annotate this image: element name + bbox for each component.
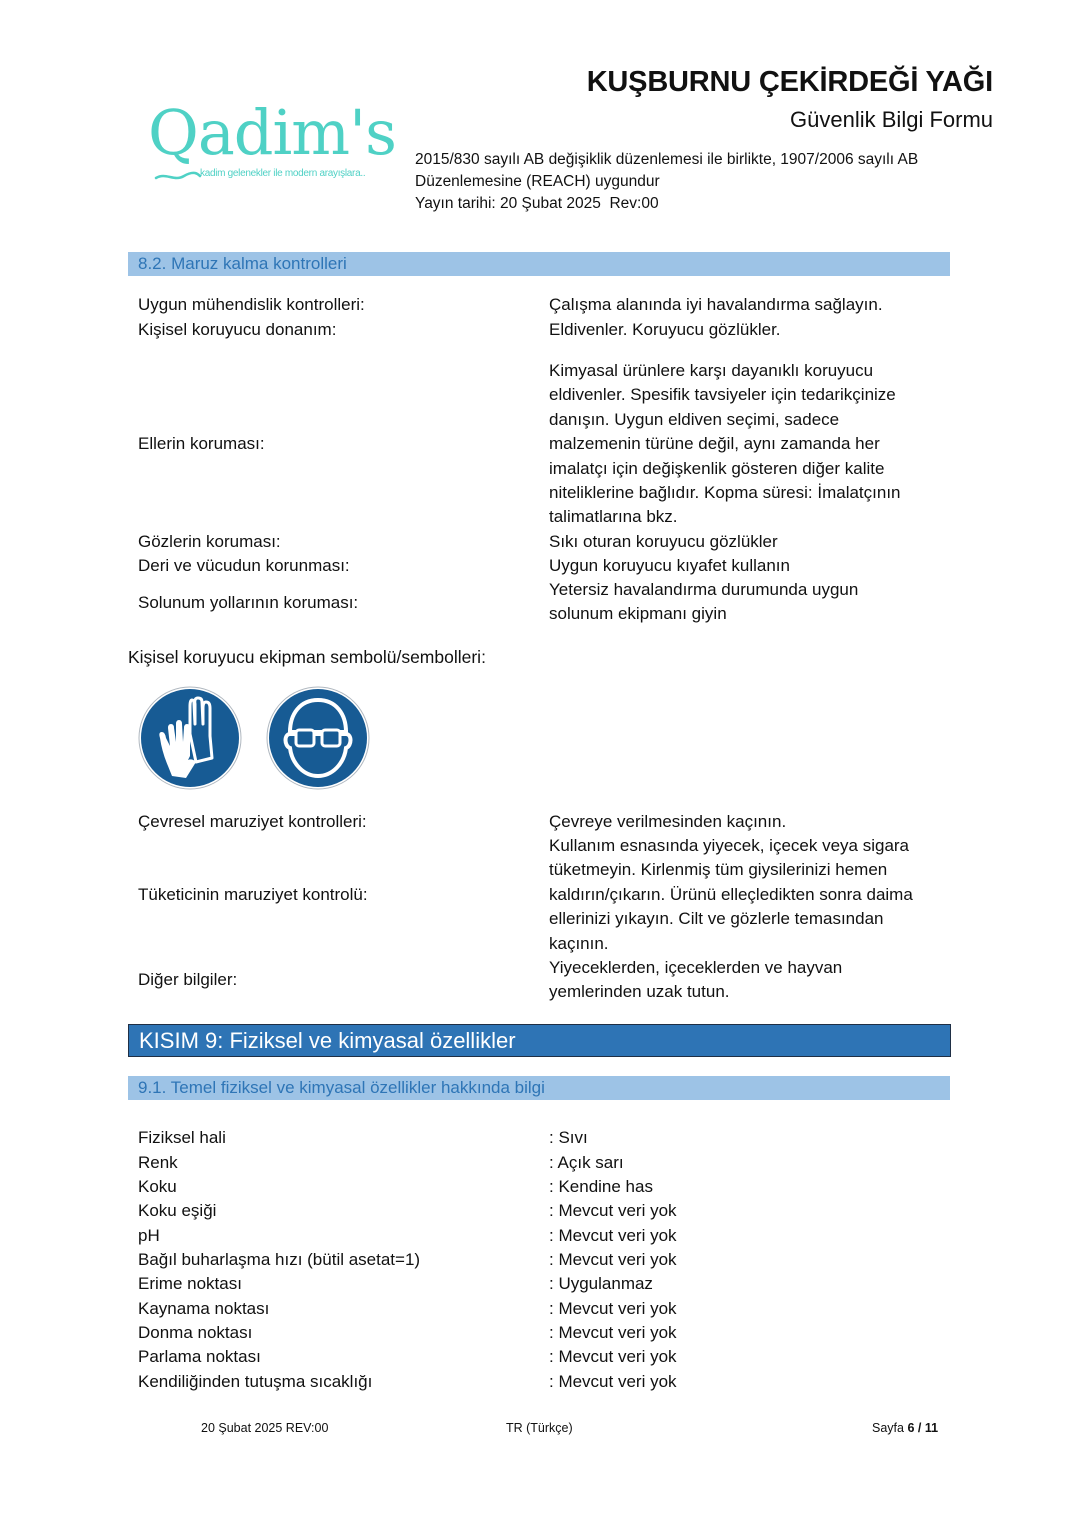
regulation-line: Düzenlemesine (REACH) uygundur (415, 173, 660, 190)
property-label: Erime noktası (138, 1274, 242, 1293)
page-prefix: Sayfa (872, 1421, 908, 1435)
row-label-hand-protection: Ellerin koruması: (138, 434, 265, 453)
page-separator: / (914, 1421, 925, 1435)
footer-date-revision: 20 Şubat 2025 REV:00 (201, 1421, 329, 1435)
document-title: KUŞBURNU ÇEKİRDEĞİ YAĞI (586, 66, 993, 98)
document-subtitle: Güvenlik Bilgi Formu (790, 107, 993, 132)
section-9-1-heading: 9.1. Temel fiziksel ve kimyasal özellikler hakkında bilgi (128, 1076, 950, 1100)
page-current: 6 (907, 1421, 915, 1435)
property-label: Parlama noktası (138, 1347, 261, 1366)
logo-tagline: kadim gelenekler ile modern arayışlara.. (200, 168, 366, 179)
company-logo (148, 96, 396, 188)
property-value: : Mevcut veri yok (549, 1201, 677, 1220)
row-label-skin-protection: Deri ve vücudun korunması: (138, 556, 350, 575)
property-label: Fiziksel hali (138, 1128, 226, 1147)
row-value-environmental-controls: Çevreye verilmesinden kaçının. (549, 812, 787, 831)
page-total: 11 (924, 1421, 939, 1435)
logo-wave-icon (154, 170, 202, 182)
property-value: : Kendine has (549, 1177, 653, 1196)
property-value: : Mevcut veri yok (549, 1226, 677, 1245)
section-9-heading: KISIM 9: Fiziksel ve kimyasal özellikler (128, 1024, 951, 1057)
ppe-symbols-heading: Kişisel koruyucu ekipman sembolü/sembolleri: (128, 647, 486, 667)
property-value: : Mevcut veri yok (549, 1323, 677, 1342)
property-label: Renk (138, 1153, 178, 1172)
goggles-icon (266, 686, 370, 790)
row-value-hand-protection: Kimyasal ürünlere karşı dayanıklı koruyucu eldivenler. Spesifik tavsiyeler için tedarikçinize danışın. Uygun eldiven seçimi, sadece malzemenin türüne değil, aynı zamanda her imalatçı için değişkenlik gösteren diğer kalite niteliklerine bağlıdır. Kopma süresi: İmalatçının talimatlarına bkz. (549, 361, 901, 527)
property-label: pH (138, 1226, 160, 1245)
property-label: Koku eşiği (138, 1201, 217, 1220)
row-label-ppe: Kişisel koruyucu donanım: (138, 320, 337, 339)
property-value: : Mevcut veri yok (549, 1347, 677, 1366)
property-value: : Mevcut veri yok (549, 1372, 677, 1391)
row-value-respiratory-protection: Yetersiz havalandırma durumunda uygun solunum ekipmanı giyin (549, 580, 859, 624)
row-label-consumer-exposure: Tüketicinin maruziyet kontrolü: (138, 885, 368, 904)
property-value: : Mevcut veri yok (549, 1299, 677, 1318)
row-label-respiratory-protection: Solunum yollarının koruması: (138, 593, 359, 612)
property-value: : Mevcut veri yok (549, 1250, 677, 1269)
property-value: : Açık sarı (549, 1153, 624, 1172)
regulation-line: 2015/830 sayılı AB değişiklik düzenlemesi ile birlikte, 1907/2006 sayılı AB (415, 151, 919, 168)
row-label-other-info: Diğer bilgiler: (138, 970, 238, 989)
property-label: Bağıl buharlaşma hızı (bütil asetat=1) (138, 1250, 421, 1269)
property-value: : Sıvı (549, 1128, 588, 1147)
footer-language: TR (Türkçe) (506, 1421, 573, 1435)
property-label: Donma noktası (138, 1323, 253, 1342)
section-8-2-heading: 8.2. Maruz kalma kontrolleri (128, 252, 950, 276)
row-value-ppe: Eldivenler. Koruyucu gözlükler. (549, 320, 781, 339)
gloves-icon (138, 686, 242, 790)
row-value-consumer-exposure: Kullanım esnasında yiyecek, içecek veya sigara tüketmeyin. Kirlenmiş tüm giysilerinizi hemen kaldırın/çıkarın. Ürünü elleçledikten sonra daima ellerinizi yıkayın. Cilt ve gözlerle temasından kaçının. (549, 836, 913, 953)
property-value: : Uygulanmaz (549, 1274, 653, 1293)
row-value-skin-protection: Uygun koruyucu kıyafet kullanın (549, 556, 790, 575)
regulation-info (415, 149, 918, 215)
footer-page-number (872, 1421, 938, 1435)
property-label: Kendiliğinden tutuşma sıcaklığı (138, 1372, 373, 1391)
property-label: Koku (138, 1177, 177, 1196)
row-label-engineering-controls: Uygun mühendislik kontrolleri: (138, 295, 365, 314)
row-value-eye-protection: Sıkı oturan koruyucu gözlükler (549, 532, 778, 551)
row-value-engineering-controls: Çalışma alanında iyi havalandırma sağlayın. (549, 295, 883, 314)
property-label: Kaynama noktası (138, 1299, 270, 1318)
row-label-environmental-controls: Çevresel maruziyet kontrolleri: (138, 812, 367, 831)
row-label-eye-protection: Gözlerin koruması: (138, 532, 281, 551)
issue-date-line: Yayın tarihi: 20 Şubat 2025 Rev:00 (415, 195, 659, 212)
logo-wordmark: Qadim's (148, 96, 396, 169)
row-value-other-info: Yiyeceklerden, içeceklerden ve hayvan yemlerinden uzak tutun. (549, 958, 843, 1002)
